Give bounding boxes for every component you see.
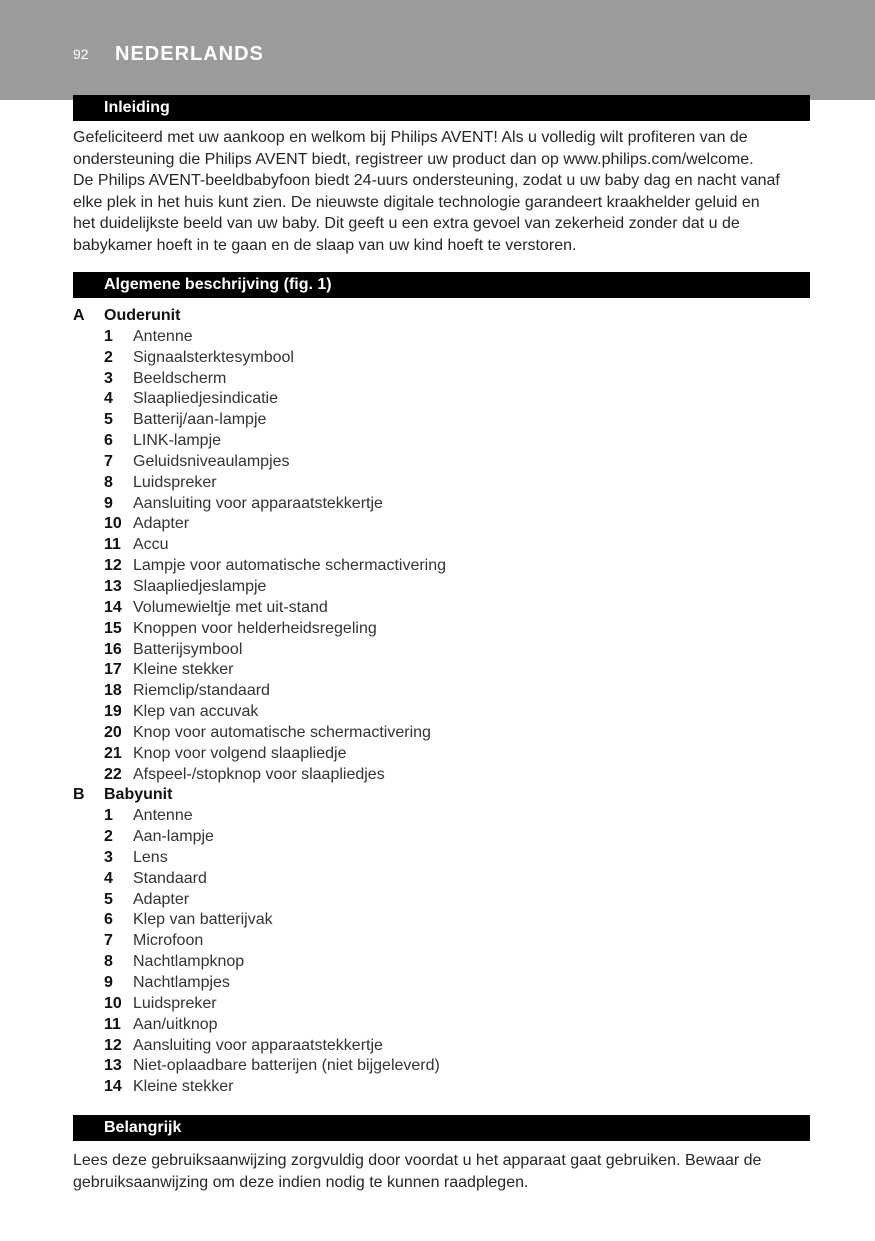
list-item	[73, 723, 810, 744]
item-label: Nachtlampknop	[133, 953, 245, 971]
list-item	[73, 973, 810, 994]
paragraph-line: gebruiksaanwijzing om deze indien nodig te kunnen raadplegen.	[73, 1173, 529, 1191]
list-item	[73, 890, 810, 911]
list-item	[73, 494, 810, 515]
paragraph-line: elke plek in het huis kunt zien. De nieuwste digitale technologie garandeert kraakhelder geluid en	[73, 193, 760, 211]
item-label: Accu	[133, 536, 169, 554]
item-number: 1	[104, 327, 113, 345]
list-item	[73, 598, 810, 619]
item-label: Knop voor automatische schermactivering	[133, 723, 431, 741]
item-label: Volumewieltje met uit-stand	[133, 598, 328, 616]
item-number: 2	[104, 348, 113, 366]
item-number: 3	[104, 848, 113, 866]
list-item	[73, 1015, 810, 1036]
item-number: 5	[104, 411, 113, 429]
group-letter: A	[73, 307, 85, 324]
section-title: Belangrijk	[104, 1119, 182, 1136]
list-item	[73, 348, 810, 369]
item-label: Batterij/aan-lampje	[133, 411, 267, 429]
section-bar-intro	[73, 95, 810, 121]
item-number: 9	[104, 974, 113, 991]
item-number: 3	[104, 369, 113, 387]
item-label: Geluidsniveaulampjes	[133, 452, 290, 470]
list-item	[73, 910, 810, 931]
list-item	[73, 827, 810, 848]
item-label: Slaapliedjesindicatie	[133, 390, 278, 408]
list-item	[73, 1036, 810, 1057]
list-item	[73, 994, 810, 1015]
item-label: Klep van batterijvak	[133, 911, 273, 929]
item-number: 18	[104, 682, 122, 700]
section-bar-description	[73, 272, 810, 298]
intro-paragraph	[73, 127, 833, 257]
list-item	[73, 327, 810, 348]
item-label: Luidspreker	[133, 994, 217, 1012]
list-item	[73, 431, 810, 452]
list-item	[73, 556, 810, 577]
item-number: 7	[104, 932, 113, 950]
list-item	[73, 389, 810, 410]
important-paragraph	[73, 1150, 833, 1193]
section-title: Inleiding	[104, 99, 170, 116]
list-item	[73, 765, 810, 786]
list-item	[73, 869, 810, 890]
paragraph-line: Lees deze gebruiksaanwijzing zorgvuldig door voordat u het apparaat gaat gebruiken. Bewaar de	[73, 1152, 762, 1169]
item-label: Aan/uitknop	[133, 1015, 218, 1033]
item-number: 20	[104, 723, 122, 741]
language-title: NEDERLANDS	[115, 43, 264, 65]
item-number: 9	[104, 494, 113, 512]
item-number: 15	[104, 619, 122, 637]
list-item	[73, 681, 810, 702]
item-label: Lens	[133, 848, 168, 866]
item-number: 10	[104, 994, 122, 1012]
item-label: Afspeel-/stopknop voor slaapliedjes	[133, 765, 385, 783]
list-item	[73, 660, 810, 681]
item-number: 12	[104, 1036, 122, 1054]
item-label: Knoppen voor helderheidsregeling	[133, 619, 377, 637]
item-label: Niet-oplaadbare batterijen (niet bijgeleverd)	[133, 1057, 440, 1075]
item-number: 13	[104, 577, 122, 595]
item-label: Klep van accuvak	[133, 703, 259, 721]
item-label: Signaalsterktesymbool	[133, 348, 294, 366]
page-number: 92	[73, 46, 89, 62]
item-label: Nachtlampjes	[133, 974, 230, 991]
item-number: 4	[104, 390, 113, 408]
group-header	[73, 306, 810, 327]
item-label: Riemclip/standaard	[133, 682, 270, 700]
item-number: 11	[104, 536, 121, 554]
item-label: Batterijsymbool	[133, 640, 243, 658]
item-number: 22	[104, 765, 122, 783]
list-item	[73, 369, 810, 390]
item-label: Aansluiting voor apparaatstekkertje	[133, 1036, 383, 1054]
list-item	[73, 514, 810, 535]
paragraph-line: babykamer hoeft in te gaan en de slaap van uw kind hoeft te verstoren.	[73, 236, 577, 254]
list-item	[73, 535, 810, 556]
item-number: 13	[104, 1057, 122, 1075]
parts-list	[73, 306, 810, 1098]
item-number: 17	[104, 661, 122, 679]
item-number: 4	[104, 869, 113, 887]
item-label: Aan-lampje	[133, 828, 214, 846]
list-item	[73, 952, 810, 973]
paragraph-line: De Philips AVENT-beeldbabyfoon biedt 24-uurs ondersteuning, zodat u uw baby dag en nacht vanaf	[73, 172, 780, 190]
list-item	[73, 577, 810, 598]
item-number: 8	[104, 953, 113, 971]
item-label: Lampje voor automatische schermactivering	[133, 557, 447, 575]
item-label: Standaard	[133, 869, 207, 887]
list-item	[73, 806, 810, 827]
item-number: 21	[104, 744, 122, 762]
item-number: 1	[104, 807, 113, 825]
item-label: Antenne	[133, 807, 193, 825]
list-item	[73, 744, 810, 765]
item-label: Microfoon	[133, 932, 204, 950]
list-item	[73, 452, 810, 473]
paragraph-line: het duidelijkste beeld van uw baby. Dit geeft u een extra gevoel van zekerheid zonder dat u de	[73, 215, 740, 233]
list-item	[73, 931, 810, 952]
item-number: 7	[104, 452, 113, 470]
section-title: Algemene beschrijving (fig. 1)	[104, 276, 332, 293]
item-label: Beeldscherm	[133, 369, 227, 387]
list-item	[73, 619, 810, 640]
item-number: 19	[104, 703, 122, 721]
list-item	[73, 702, 810, 723]
item-number: 11	[104, 1015, 121, 1033]
item-label: Aansluiting voor apparaatstekkertje	[133, 494, 383, 512]
item-label: Kleine stekker	[133, 661, 234, 679]
section-bar-important	[73, 1115, 810, 1141]
item-label: Knop voor volgend slaapliedje	[133, 744, 347, 762]
paragraph-line: Gefeliciteerd met uw aankoop en welkom bij Philips AVENT! Als u volledig wilt profiteren van de	[73, 129, 748, 146]
list-item	[73, 1056, 810, 1077]
list-item	[73, 848, 810, 869]
group-letter: B	[73, 786, 85, 804]
group-name: Babyunit	[104, 786, 173, 804]
list-item	[73, 1077, 810, 1098]
group-name: Ouderunit	[104, 307, 181, 324]
list-item	[73, 473, 810, 494]
item-label: Slaapliedjeslampje	[133, 577, 267, 595]
item-number: 14	[104, 598, 122, 616]
list-item	[73, 640, 810, 661]
item-number: 6	[104, 432, 113, 450]
item-label: LINK-lampje	[133, 432, 222, 450]
item-number: 2	[104, 828, 113, 846]
group-header	[73, 785, 810, 806]
item-number: 14	[104, 1078, 122, 1096]
item-label: Luidspreker	[133, 473, 217, 491]
item-label: Adapter	[133, 890, 190, 908]
item-label: Kleine stekker	[133, 1078, 234, 1096]
item-label: Antenne	[133, 327, 193, 345]
item-number: 12	[104, 557, 122, 575]
list-item	[73, 410, 810, 431]
page-header-band	[0, 0, 875, 100]
paragraph-line: ondersteuning die Philips AVENT biedt, registreer uw product dan op www.philips.com/welcome.	[73, 150, 754, 168]
item-number: 5	[104, 890, 113, 908]
item-number: 10	[104, 515, 122, 533]
item-number: 6	[104, 911, 113, 929]
item-number: 16	[104, 640, 122, 658]
item-number: 8	[104, 473, 113, 491]
item-label: Adapter	[133, 515, 190, 533]
